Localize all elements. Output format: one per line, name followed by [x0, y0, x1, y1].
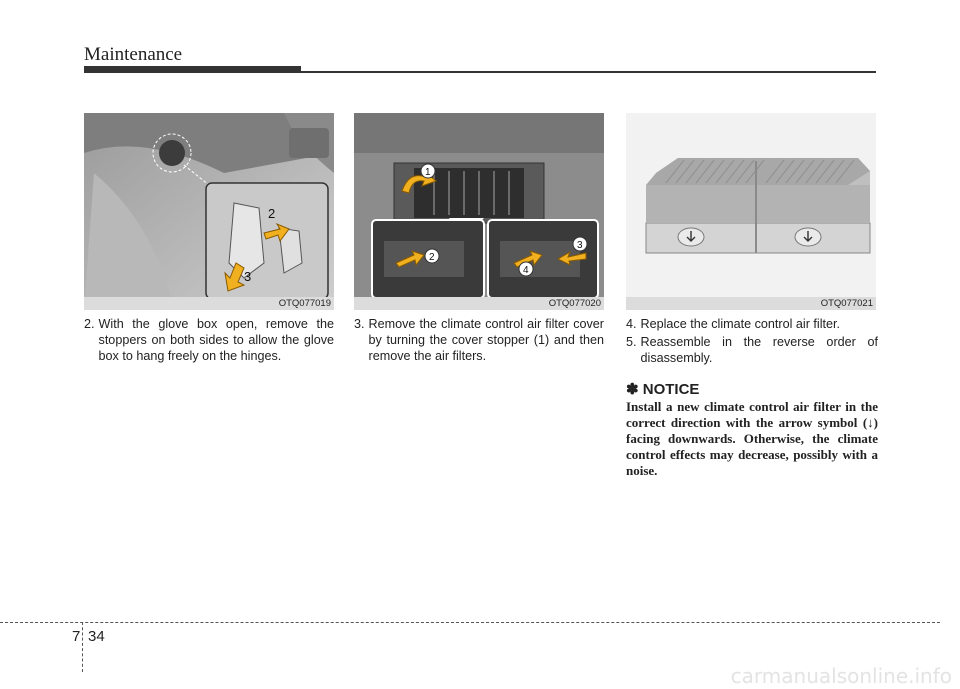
page-number: 34: [88, 628, 105, 645]
step-number: 4.: [626, 317, 637, 331]
figure-code: OTQ077021: [626, 297, 876, 310]
header-rule-thick: [84, 66, 301, 73]
figure-code: OTQ077019: [84, 297, 334, 310]
notice-symbol-icon: ✽: [626, 381, 639, 398]
callout-2: 2: [268, 206, 276, 221]
step-text: Replace the climate control air filter.: [640, 317, 841, 331]
figure-code: OTQ077020: [354, 297, 604, 310]
column-1-steps: [84, 316, 334, 364]
page-header-title: Maintenance: [84, 44, 183, 65]
step-number: 3.: [354, 317, 365, 331]
step-item: [84, 316, 334, 364]
section-number: 7: [72, 628, 81, 645]
step-item: [626, 334, 878, 366]
callout-4: 4: [523, 265, 529, 276]
filter-cover-illustration: [354, 113, 604, 310]
step-text: Remove the climate control air filter cover by turning the cover stopper (1) and then remove the air filters.: [368, 317, 604, 363]
step-number: 5.: [626, 335, 637, 349]
step-number: 2.: [84, 317, 95, 331]
notice-text-start: Install a new climate control air filter in the correct direction with the arrow symbol (: [626, 399, 878, 430]
callout-3: 3: [244, 269, 252, 284]
callout-1: 1: [425, 167, 431, 178]
notice-text-end: ) facing downwards. Otherwise, the climate control effects may decrease, possibly with a noise.: [626, 415, 878, 478]
down-arrow-icon: ↓: [867, 415, 874, 430]
step-item: [354, 316, 604, 364]
glove-box-illustration: [84, 113, 334, 310]
callout-2b: 2: [429, 252, 435, 263]
figure-glove-box: [84, 113, 334, 310]
footer-divider: [82, 622, 83, 672]
air-filter-illustration: [626, 113, 876, 310]
column-2-steps: [354, 316, 604, 364]
step-item: [626, 316, 878, 332]
column-3-steps: [626, 316, 878, 366]
watermark: carmanualsonline.info: [730, 664, 952, 688]
notice-body: [626, 399, 878, 479]
step-text: Reassemble in the reverse order of disassembly.: [640, 335, 878, 365]
figure-filter-cover: [354, 113, 604, 310]
footer-rule: [0, 622, 940, 623]
callout-3b: 3: [577, 240, 583, 251]
notice-title: NOTICE: [642, 381, 700, 398]
notice-heading: [626, 380, 699, 398]
step-text: With the glove box open, remove the stoppers on both sides to allow the glove box to hang freely on the hinges.: [98, 317, 334, 363]
figure-air-filter: [626, 113, 876, 310]
header-rule-thin: [301, 71, 876, 73]
